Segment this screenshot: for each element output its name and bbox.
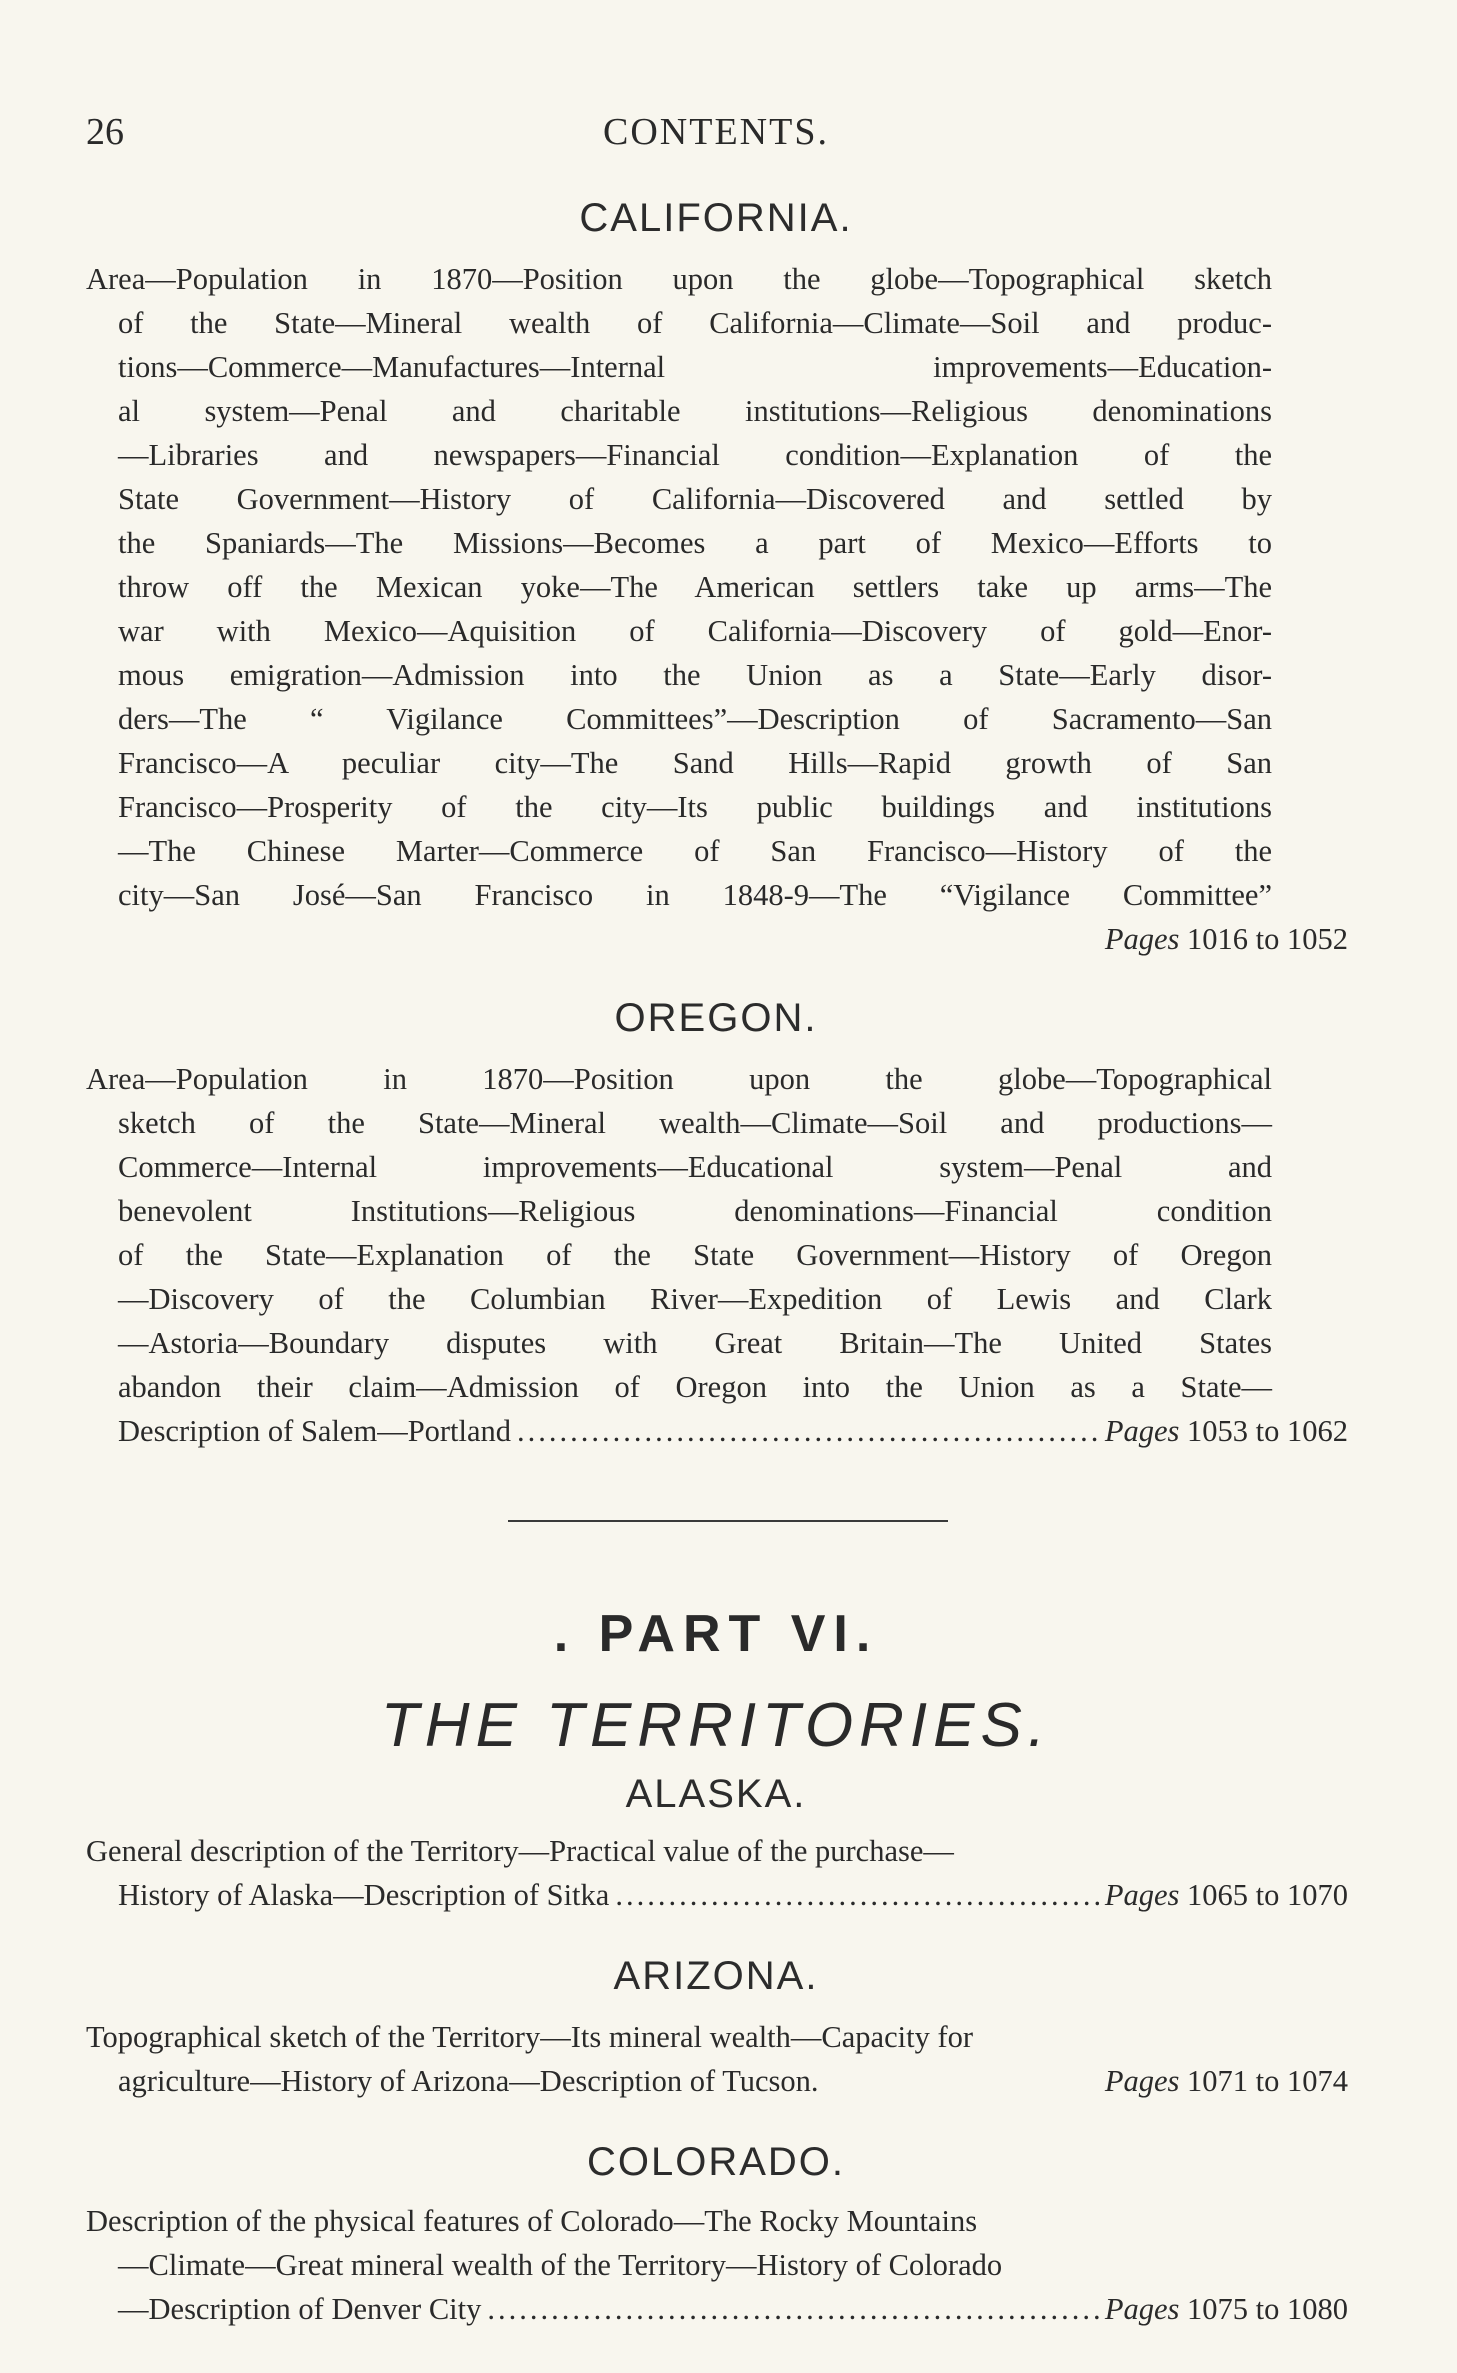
entry-line: —Libraries and newspapers—Financial condition—Explanation of the [118, 438, 1272, 472]
pages-range: 1071 to 1074 [1187, 2064, 1348, 2098]
entry-line: —Climate—Great mineral wealth of the Territory—History of Colorado [118, 2248, 1003, 2282]
entry-line: mous emigration—Admission into the Union as a State—Early disor- [118, 658, 1272, 692]
entry-line: Area—Population in 1870—Position upon the globe—Topographical sketch [86, 262, 1272, 296]
entry-line: Description of the physical features of Colorado—The Rocky Mountains [86, 2204, 978, 2238]
section-title-alaska: ALASKA. [625, 1772, 807, 1816]
pages-range: 1016 to 1052 [1187, 922, 1348, 956]
section-title-oregon: OREGON. [614, 996, 818, 1040]
entry-leader-line [118, 2292, 1348, 2327]
entry-line: city—San José—San Francisco in 1848-9—The “Vigilance Committee” [118, 878, 1272, 912]
entry-line: Francisco—Prosperity of the city—Its public buildings and institutions [118, 790, 1272, 824]
entry-arizona [86, 2020, 1348, 2110]
pages-label: Pages [1104, 922, 1180, 956]
entry-line: —Discovery of the Columbian River—Expedition of Lewis and Clark [118, 1282, 1272, 1316]
section-title-arizona: ARIZONA. [613, 1954, 819, 1998]
pages-label: Pages [1104, 2292, 1180, 2326]
part-subtitle: THE TERRITORIES. [380, 1691, 1052, 1760]
entry-california [86, 262, 1348, 962]
entry-alaska [86, 1834, 1348, 1924]
entry-line: State Government—History of California—Discovered and settled by [118, 482, 1272, 516]
entry-line: Commerce—Internal improvements—Educational system—Penal and [118, 1150, 1272, 1184]
entry-line: of the State—Explanation of the State Government—History of Oregon [118, 1238, 1272, 1272]
entry-line: the Spaniards—The Missions—Becomes a part of Mexico—Efforts to [118, 526, 1272, 560]
entry-line: sketch of the State—Mineral wealth—Climate—Soil and productions— [118, 1106, 1272, 1140]
running-title: CONTENTS. [603, 111, 829, 153]
entry-line: benevolent Institutions—Religious denominations—Financial condition [118, 1194, 1272, 1228]
entry-line: —The Chinese Marter—Commerce of San Francisco—History of the [118, 834, 1272, 868]
entry-line: al system—Penal and charitable institutions—Religious denominations [118, 394, 1272, 428]
entry-line: Description of Salem—Portland [118, 1414, 512, 1448]
entry-line: throw off the Mexican yoke—The American settlers take up arms—The [118, 570, 1272, 604]
entry-line: agriculture—History of Arizona—Description of Tucson. [118, 2064, 819, 2098]
section-title-colorado: COLORADO. [586, 2140, 846, 2184]
entry-oregon [86, 1062, 1348, 1462]
pages-range: 1065 to 1070 [1187, 1878, 1348, 1912]
page-range [1105, 922, 1348, 957]
dot-leader [615, 1878, 1099, 1913]
entry-line: History of Alaska—Description of Sitka [118, 1878, 610, 1912]
entry-leader-line [118, 1878, 1348, 1913]
page-range [1105, 2064, 1348, 2099]
running-head [86, 110, 1346, 160]
entry-leader-line [118, 2064, 1348, 2099]
pages-range: 1053 to 1062 [1187, 1414, 1348, 1448]
pages-label: Pages [1104, 1878, 1180, 1912]
entry-line: abandon their claim—Admission of Oregon into the Union as a State— [118, 1370, 1272, 1404]
entry-line: tions—Commerce—Manufactures—Internal improvements—Education- [118, 350, 1272, 384]
page-range [1105, 1414, 1348, 1449]
entry-line: Area—Population in 1870—Position upon the globe—Topographical [86, 1062, 1272, 1096]
page-number: 26 [86, 111, 124, 153]
section-divider [508, 1520, 948, 1522]
entry-line: war with Mexico—Aquisition of California—Discovery of gold—Enor- [118, 614, 1272, 648]
section-title-california: CALIFORNIA. [579, 196, 853, 240]
dot-leader [487, 2292, 1098, 2327]
entry-line: General description of the Territory—Practical value of the purchase— [86, 1834, 954, 1868]
entry-colorado [86, 2204, 1348, 2344]
entry-leader-line [118, 1414, 1348, 1449]
pages-label: Pages [1104, 2064, 1180, 2098]
dot-leader [517, 1414, 1099, 1449]
page-range [1105, 1878, 1348, 1913]
entry-line: Francisco—A peculiar city—The Sand Hills—Rapid growth of San [118, 746, 1272, 780]
entry-line: —Astoria—Boundary disputes with Great Britain—The United States [118, 1326, 1272, 1360]
entry-line: of the State—Mineral wealth of California—Climate—Soil and produc- [118, 306, 1272, 340]
entry-line: ders—The “ Vigilance Committees”—Description of Sacramento—San [118, 702, 1272, 736]
pages-range: 1075 to 1080 [1187, 2292, 1348, 2326]
entry-line: Topographical sketch of the Territory—Its mineral wealth—Capacity for [86, 2020, 974, 2054]
page-range [1105, 2292, 1348, 2327]
pages-label: Pages [1104, 1414, 1180, 1448]
part-title: . PART VI. [553, 1605, 879, 1663]
entry-line: —Description of Denver City [118, 2292, 482, 2326]
